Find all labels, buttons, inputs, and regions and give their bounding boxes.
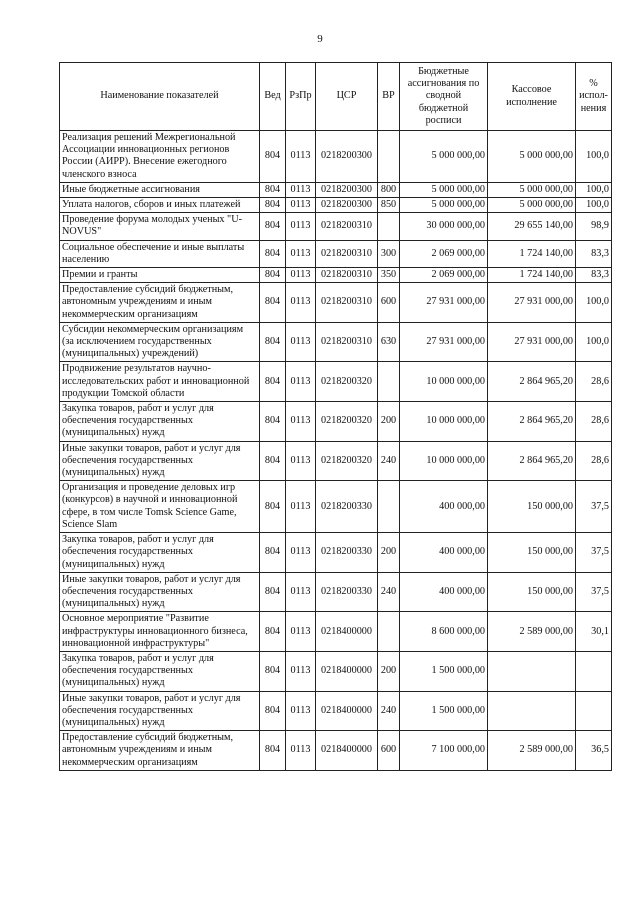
cell-rzpr: 0113	[286, 402, 316, 442]
cell-cash: 2 589 000,00	[488, 731, 576, 771]
cell-cash: 150 000,00	[488, 533, 576, 573]
cell-rzpr: 0113	[286, 322, 316, 362]
cell-vr: 600	[378, 283, 400, 323]
cell-cash: 5 000 000,00	[488, 198, 576, 213]
cell-csr: 0218200300	[316, 198, 378, 213]
cell-rzpr: 0113	[286, 731, 316, 771]
cell-name: Реализация решений Межрегиональной Ассоциации инновационных регионов России (АИРР). Внесение ежегодного членского взноса	[60, 131, 260, 183]
cell-cash: 27 931 000,00	[488, 322, 576, 362]
cell-cash: 2 589 000,00	[488, 612, 576, 652]
cell-rzpr: 0113	[286, 612, 316, 652]
cell-csr: 0218200310	[316, 240, 378, 267]
cell-rzpr: 0113	[286, 533, 316, 573]
cell-vr: 240	[378, 691, 400, 731]
cell-percent: 30,1	[576, 612, 612, 652]
cell-name: Предоставление субсидий бюджетным, автономным учреждениям и иным некоммерческим организациям	[60, 283, 260, 323]
table-row	[60, 240, 612, 267]
cell-csr: 0218200320	[316, 402, 378, 442]
cell-rzpr: 0113	[286, 481, 316, 533]
cell-percent: 100,0	[576, 131, 612, 183]
cell-rzpr: 0113	[286, 691, 316, 731]
table-row	[60, 651, 612, 691]
cell-csr: 0218200330	[316, 572, 378, 612]
cell-vr: 200	[378, 402, 400, 442]
cell-cash: 2 864 965,20	[488, 441, 576, 481]
table-row	[60, 213, 612, 240]
cell-vr: 350	[378, 268, 400, 283]
cell-budget: 2 069 000,00	[400, 240, 488, 267]
cell-percent: 28,6	[576, 362, 612, 402]
cell-budget: 10 000 000,00	[400, 402, 488, 442]
cell-budget: 2 069 000,00	[400, 268, 488, 283]
cell-budget: 30 000 000,00	[400, 213, 488, 240]
cell-vr	[378, 612, 400, 652]
cell-ved: 804	[260, 362, 286, 402]
cell-rzpr: 0113	[286, 268, 316, 283]
cell-cash: 150 000,00	[488, 572, 576, 612]
cell-cash: 27 931 000,00	[488, 283, 576, 323]
header-vr: ВР	[378, 63, 400, 131]
cell-ved: 804	[260, 402, 286, 442]
header-csr: ЦСР	[316, 63, 378, 131]
cell-csr: 0218400000	[316, 731, 378, 771]
cell-csr: 0218200330	[316, 533, 378, 573]
cell-budget: 5 000 000,00	[400, 198, 488, 213]
cell-cash: 5 000 000,00	[488, 182, 576, 197]
cell-percent: 100,0	[576, 283, 612, 323]
table-row	[60, 268, 612, 283]
cell-ved: 804	[260, 651, 286, 691]
table-row	[60, 182, 612, 197]
cell-cash: 1 724 140,00	[488, 240, 576, 267]
cell-ved: 804	[260, 283, 286, 323]
cell-rzpr: 0113	[286, 283, 316, 323]
cell-vr: 800	[378, 182, 400, 197]
cell-ved: 804	[260, 268, 286, 283]
cell-budget: 1 500 000,00	[400, 691, 488, 731]
cell-vr: 240	[378, 572, 400, 612]
cell-ved: 804	[260, 481, 286, 533]
cell-percent: 100,0	[576, 322, 612, 362]
cell-cash: 29 655 140,00	[488, 213, 576, 240]
cell-vr	[378, 362, 400, 402]
cell-budget: 5 000 000,00	[400, 182, 488, 197]
page-number: 9	[317, 33, 323, 45]
header-percent: % испол- нения	[576, 63, 612, 131]
table-header-row	[60, 63, 612, 131]
cell-name: Иные закупки товаров, работ и услуг для обеспечения государственных (муниципальных) нужд	[60, 441, 260, 481]
cell-name: Премии и гранты	[60, 268, 260, 283]
cell-budget: 5 000 000,00	[400, 131, 488, 183]
cell-csr: 0218200310	[316, 283, 378, 323]
cell-percent: 37,5	[576, 481, 612, 533]
cell-percent: 36,5	[576, 731, 612, 771]
cell-ved: 804	[260, 691, 286, 731]
cell-rzpr: 0113	[286, 182, 316, 197]
cell-cash	[488, 651, 576, 691]
cell-ved: 804	[260, 182, 286, 197]
cell-name: Уплата налогов, сборов и иных платежей	[60, 198, 260, 213]
cell-csr: 0218400000	[316, 651, 378, 691]
cell-cash: 1 724 140,00	[488, 268, 576, 283]
cell-percent: 37,5	[576, 533, 612, 573]
cell-budget: 400 000,00	[400, 481, 488, 533]
cell-percent: 83,3	[576, 268, 612, 283]
cell-percent	[576, 651, 612, 691]
cell-csr: 0218200320	[316, 441, 378, 481]
cell-name: Закупка товаров, работ и услуг для обеспечения государственных (муниципальных) нужд	[60, 533, 260, 573]
cell-budget: 7 100 000,00	[400, 731, 488, 771]
cell-cash: 2 864 965,20	[488, 402, 576, 442]
cell-percent: 37,5	[576, 572, 612, 612]
table-row	[60, 481, 612, 533]
cell-name: Организация и проведение деловых игр (конкурсов) в научной и инновационной сфере, в том числе Tomsk Science Game, Science Slam	[60, 481, 260, 533]
cell-rzpr: 0113	[286, 213, 316, 240]
cell-ved: 804	[260, 572, 286, 612]
header-budget: Бюджетные ассигнования по сводной бюджетной росписи	[400, 63, 488, 131]
table-row	[60, 131, 612, 183]
cell-rzpr: 0113	[286, 651, 316, 691]
table-row	[60, 322, 612, 362]
cell-name: Продвижение результатов научно-исследовательских работ и инновационной продукции Томской области	[60, 362, 260, 402]
cell-vr: 240	[378, 441, 400, 481]
table-row	[60, 572, 612, 612]
cell-rzpr: 0113	[286, 131, 316, 183]
cell-budget: 400 000,00	[400, 533, 488, 573]
header-ved: Вед	[260, 63, 286, 131]
table-row	[60, 402, 612, 442]
cell-name: Иные закупки товаров, работ и услуг для обеспечения государственных (муниципальных) нужд	[60, 572, 260, 612]
cell-csr: 0218200310	[316, 213, 378, 240]
cell-csr: 0218200300	[316, 131, 378, 183]
header-rzpr: РзПр	[286, 63, 316, 131]
cell-ved: 804	[260, 213, 286, 240]
cell-budget: 1 500 000,00	[400, 651, 488, 691]
cell-name: Основное мероприятие "Развитие инфраструктуры инновационного бизнеса, инновационной инфраструктуры"	[60, 612, 260, 652]
cell-vr	[378, 213, 400, 240]
header-name: Наименование показателей	[60, 63, 260, 131]
table-body	[60, 131, 612, 771]
table-row	[60, 198, 612, 213]
cell-ved: 804	[260, 131, 286, 183]
cell-name: Проведение форума молодых ученых "U-NOVUS"	[60, 213, 260, 240]
cell-ved: 804	[260, 322, 286, 362]
cell-csr: 0218200330	[316, 481, 378, 533]
cell-rzpr: 0113	[286, 572, 316, 612]
cell-name: Закупка товаров, работ и услуг для обеспечения государственных (муниципальных) нужд	[60, 402, 260, 442]
cell-vr	[378, 131, 400, 183]
cell-name: Предоставление субсидий бюджетным, автономным учреждениям и иным некоммерческим организациям	[60, 731, 260, 771]
cell-csr: 0218200300	[316, 182, 378, 197]
cell-cash: 5 000 000,00	[488, 131, 576, 183]
header-cash: Кассовое исполнение	[488, 63, 576, 131]
table-row	[60, 612, 612, 652]
cell-budget: 27 931 000,00	[400, 322, 488, 362]
table-row	[60, 731, 612, 771]
cell-percent: 28,6	[576, 402, 612, 442]
cell-csr: 0218400000	[316, 691, 378, 731]
cell-cash: 150 000,00	[488, 481, 576, 533]
cell-rzpr: 0113	[286, 441, 316, 481]
cell-ved: 804	[260, 731, 286, 771]
cell-vr: 300	[378, 240, 400, 267]
cell-percent: 83,3	[576, 240, 612, 267]
cell-percent: 98,9	[576, 213, 612, 240]
table-row	[60, 283, 612, 323]
cell-budget: 8 600 000,00	[400, 612, 488, 652]
cell-csr: 0218400000	[316, 612, 378, 652]
cell-name: Субсидии некоммерческим организациям (за исключением государственных (муниципальных) учреждений)	[60, 322, 260, 362]
table-row	[60, 362, 612, 402]
cell-rzpr: 0113	[286, 362, 316, 402]
cell-ved: 804	[260, 612, 286, 652]
cell-vr: 850	[378, 198, 400, 213]
cell-budget: 10 000 000,00	[400, 441, 488, 481]
cell-rzpr: 0113	[286, 198, 316, 213]
cell-ved: 804	[260, 533, 286, 573]
cell-name: Иные бюджетные ассигнования	[60, 182, 260, 197]
cell-csr: 0218200310	[316, 268, 378, 283]
cell-vr: 200	[378, 651, 400, 691]
cell-percent	[576, 691, 612, 731]
cell-cash: 2 864 965,20	[488, 362, 576, 402]
cell-name: Социальное обеспечение и иные выплаты населению	[60, 240, 260, 267]
table-row	[60, 533, 612, 573]
table-row	[60, 691, 612, 731]
cell-ved: 804	[260, 198, 286, 213]
cell-percent: 100,0	[576, 182, 612, 197]
cell-cash	[488, 691, 576, 731]
cell-csr: 0218200310	[316, 322, 378, 362]
cell-vr: 200	[378, 533, 400, 573]
cell-name: Закупка товаров, работ и услуг для обеспечения государственных (муниципальных) нужд	[60, 651, 260, 691]
cell-percent: 100,0	[576, 198, 612, 213]
cell-vr: 600	[378, 731, 400, 771]
cell-vr	[378, 481, 400, 533]
table-row	[60, 441, 612, 481]
cell-budget: 10 000 000,00	[400, 362, 488, 402]
cell-name: Иные закупки товаров, работ и услуг для обеспечения государственных (муниципальных) нужд	[60, 691, 260, 731]
cell-budget: 400 000,00	[400, 572, 488, 612]
cell-rzpr: 0113	[286, 240, 316, 267]
cell-percent: 28,6	[576, 441, 612, 481]
cell-csr: 0218200320	[316, 362, 378, 402]
cell-vr: 630	[378, 322, 400, 362]
cell-ved: 804	[260, 441, 286, 481]
budget-execution-table	[59, 62, 612, 771]
cell-ved: 804	[260, 240, 286, 267]
cell-budget: 27 931 000,00	[400, 283, 488, 323]
